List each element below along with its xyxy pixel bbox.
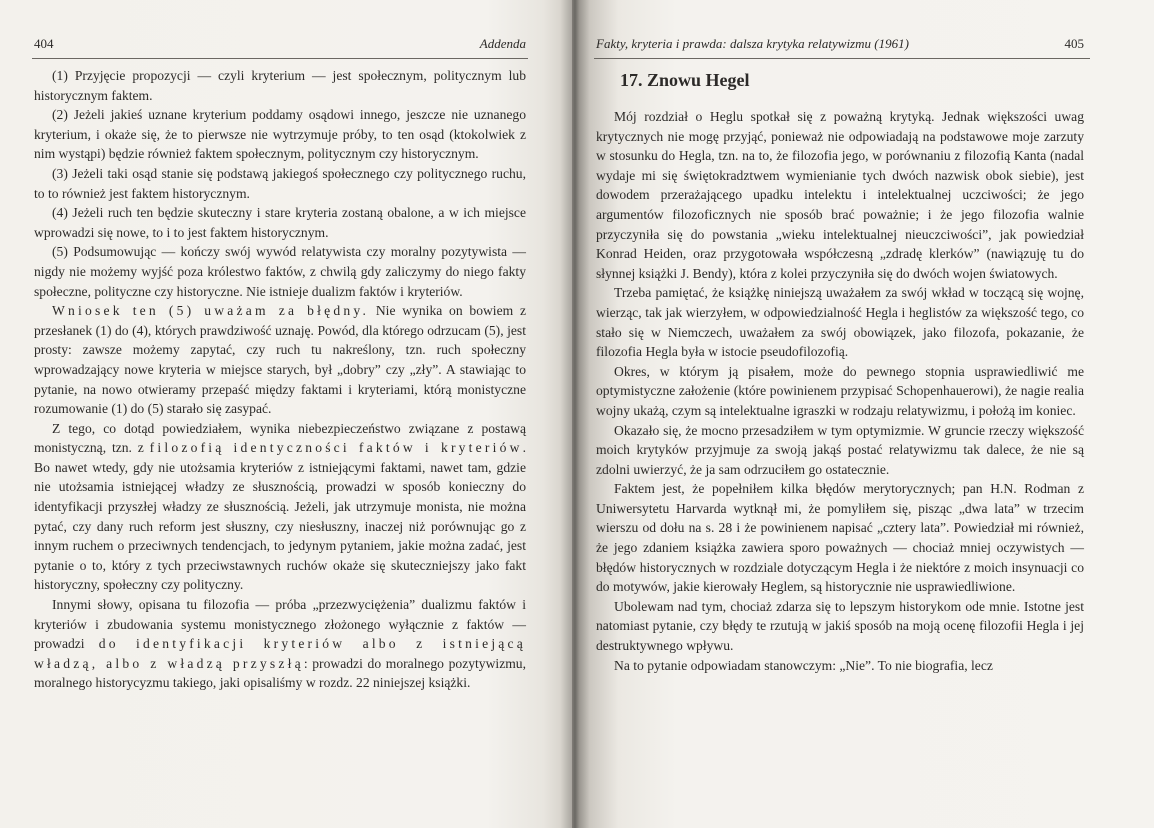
page-number: 405 bbox=[1064, 36, 1084, 51]
paragraph: (1) Przyjęcie propozycji — czyli kryterium — jest społecznym, politycznym lub historycznym faktem. bbox=[34, 68, 526, 103]
paragraph: Okres, w którym ją pisałem, może do pewnego stopnia usprawiedliwić me optymistyczne założenie (które powinienem przypisać Schopenhauerowi), że nagie realia wojny ukażą, czym są intelektualne igraszki w rodzaju relatywizmu, i położą im koniec. bbox=[596, 363, 1084, 418]
paragraph: Faktem jest, że popełniłem kilka błędów merytorycznych; pan H.N. Rodman z Uniwersytetu Harvarda wytknął mi, że pomyliłem się, pisząc „dwa lata” w trzecim wierszu od dołu na s. 28 i że powinienem napisać „cztery lata”. Powiedział mi również, że jego zdaniem książka zawiera sporo poważnych — chociaż mniej oczywistych — błędów historycznych w rozdziale dotyczącym Hegla i że niektóre z moich insynuacji co do motywów, jakie kierowały Heglem, są historycznie nie usprawiedliwione. bbox=[596, 481, 1084, 595]
emphasized-text: filozofią identyczności faktów i kryteriów bbox=[149, 440, 523, 456]
running-head: Addenda bbox=[479, 36, 526, 51]
header-rule bbox=[594, 58, 1090, 59]
paragraph: Mój rozdział o Heglu spotkał się z poważną krytyką. Jednak większości uwag krytycznych nie mogę przyjąć, ponieważ nie odpowiadają na podstawowe moje zarzuty w stosunku do Hegla, tzn. na to, że filozofia jego, w porównaniu z filozofią Kanta (nadal wydaje mi się świętokradztwem wymienianie tych dwóch nazwisk obok siebie), jest dowodem przerażającego upadku intelektu i intelektualnej uczciwości; że jego argumentów filozoficznych nie sposób brać poważnie; i że jego filozofia walnie przyczyniła się do powstania „wieku intelektualnej nieuczciwości”, jak powiedział Konrad Heiden, oraz przygotowała współczesną „zdradę klerków” (nawiązuję tu do słynnej książki J. Bendy), która z kolei przyczyniła się do dwóch wojen światowych. bbox=[596, 109, 1084, 281]
paragraph: (2) Jeżeli jakieś uznane kryterium poddamy osądowi innego, jeszcze nie uznanego kryterium, i okaże się, że to pierwsze nie wytrzymuje próby, to ten osąd (ktokolwiek z nim wystąpi) będzie również faktem społecznym, politycznym czy historycznym. bbox=[34, 107, 526, 162]
running-head: Fakty, kryteria i prawda: dalsza krytyka relatywizmu (1961) bbox=[596, 36, 909, 51]
paragraph: Na to pytanie odpowiadam stanowczym: „Nie”. To nie biografia, lecz bbox=[614, 657, 993, 673]
paragraph bbox=[34, 301, 526, 419]
section-title: 17. Znowu Hegel bbox=[620, 70, 750, 90]
left-page bbox=[0, 0, 572, 828]
paragraph: (5) Podsumowując — kończy swój wywód relatywista czy moralny pozytywista — nigdy nie możemy wyjść poza królestwo faktów, z chwilą gdy zaliczymy do niego fakty społeczne, polityczne czy historyczne. Nie istnieje dualizm faktów i kryteriów. bbox=[34, 244, 526, 299]
header-rule bbox=[32, 58, 528, 59]
paragraph-text: . Bo nawet wtedy, gdy nie utożsamia kryteriów z istniejącymi faktami, nawet tam, gdzie nie utożsamia istniejącej władzy ze słusznością, prowadzi w sposób konieczny do identyfikacji przyszłej władzy ze słusznością. Jeżeli, jak utrzymuje monista, nie można pytać, czy dany ruch reform jest słuszny, czy niesłuszny, inaczej niż porównując go z innym ruchem o przeciwnych tendencjach, to jedynym pytaniem, jakie można zadać, jest pytanie o to, który z tych przeciwstawnych ruchów okaże się skuteczniejszy jako fakt historyczny, społeczny czy polityczny. bbox=[34, 440, 526, 593]
paragraph: (3) Jeżeli taki osąd stanie się podstawą jakiegoś społecznego czy politycznego ruchu, to to również jest faktem historycznym. bbox=[34, 165, 526, 201]
paragraph-text: Nie wynika on bowiem z przesłanek (1) do (4), których prawdziwość uznaję. Powód, dla którego odrzucam (5), jest prosty: zawsze możemy zapytać, czy ruch tu nakreślony, tzn. ruch społeczny wprowadzający nowe kryteria w miejsce starych, był „dobry” czy „zły”. A stawiając to pytanie, na nowo otwieramy przepaść między faktami i kryteriami, którą monistyczne rozumowanie (1) do (5) starało się zasypać. bbox=[34, 303, 526, 417]
right-page-body bbox=[596, 107, 1084, 675]
paragraph: Ubolewam nad tym, chociaż zdarza się to lepszym historykom ode mnie. Istotne jest natomiast pytanie, czy błędy te rzutują w jakiś sposób na moją ocenę filozofii Hegla i jej destruktywnego wpływu. bbox=[596, 598, 1084, 654]
paragraph-text: : prowadzi do moralnego pozytywizmu, moralnego historycyzmu takiego, jaki opisaliśmy w rozdz. 22 niniejszej książki. bbox=[34, 655, 526, 691]
paragraph-text: Innymi słowy, opisana tu filozofia — próba „przezwyciężenia” dualizmu faktów i kryteriów i zbudowania systemu monistycznego złożonego wyłącznie z faktów — prowadzi bbox=[34, 597, 526, 652]
emphasized-text: Wniosek ten (5) uważam za błędny. bbox=[52, 303, 370, 319]
paragraph: Trzeba pamiętać, że książkę niniejszą uważałem za swój wkład w toczącą się wojnę, wierząc, tak jak wierzyłem, w odpowiedzialność Hegla i heglistów za większość tego, co stało się w Niemczech, uważałem za swój obowiązek, jako filozofa, pokazanie, że filozofia Hegla była w istocie pseudofilozofią. bbox=[596, 285, 1084, 360]
right-page-header bbox=[596, 36, 1084, 54]
paragraph-text: Z tego, co dotąd powiedziałem, wynika niebezpieczeństwo związane z postawą monistyczną, tzn. z bbox=[34, 420, 526, 456]
page-number: 404 bbox=[34, 36, 54, 51]
paragraph bbox=[34, 595, 526, 693]
left-page-body bbox=[34, 66, 526, 693]
paragraph bbox=[34, 419, 526, 595]
left-page-header bbox=[34, 36, 526, 54]
book-gutter bbox=[560, 0, 590, 828]
paragraph: Okazało się, że mocno przesadziłem w tym optymizmie. W gruncie rzeczy większość moich krytyków przyjmuje za swoją jakąś postać relatywizmu tak dalece, że nie są zdolni uwierzyć, że ja sam odrzuciłem go ostatecznie. bbox=[596, 422, 1084, 477]
emphasized-text: do identyfikacji kryteriów albo z istniejącą władzą, albo z władzą przyszłą bbox=[34, 636, 526, 671]
paragraph: (4) Jeżeli ruch ten będzie skuteczny i stare kryteria zostaną obalone, a w ich miejsce wprowadzi się nowe, to i to jest faktem historycznym. bbox=[34, 205, 526, 240]
